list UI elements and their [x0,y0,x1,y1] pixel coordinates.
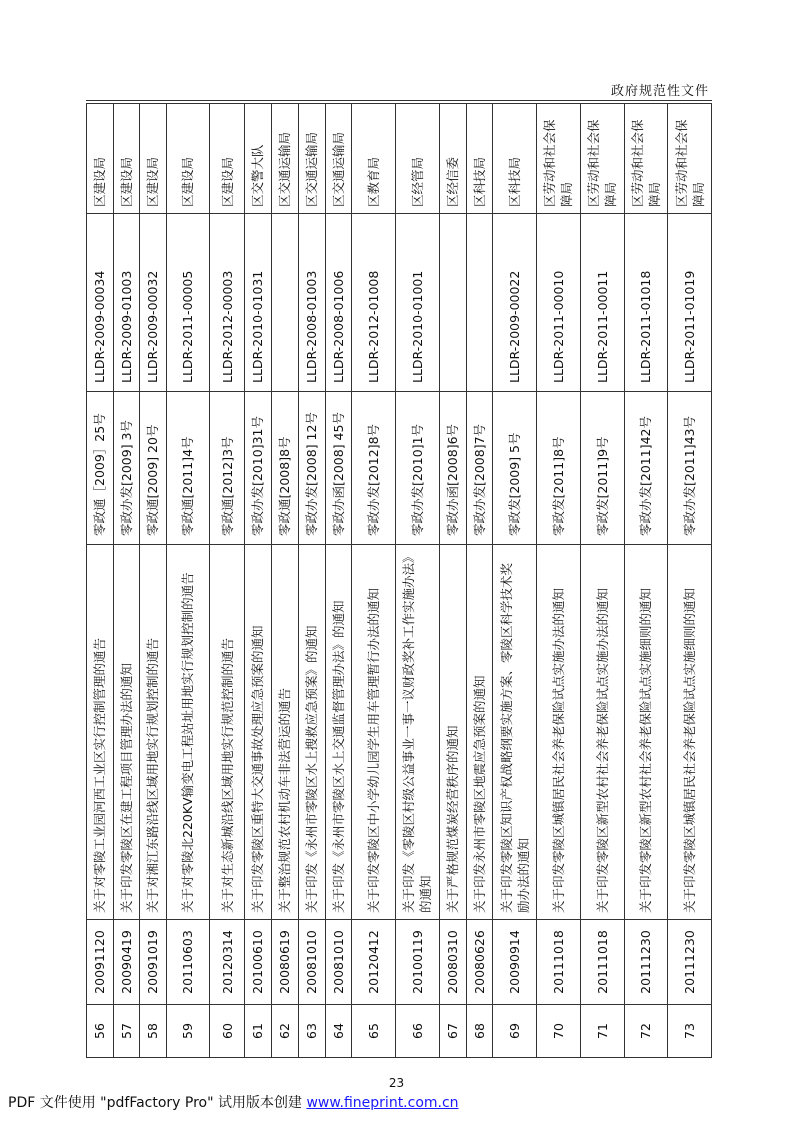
document-title: 关于印发零陵区中小学幼儿园学生用车管理暂行办法的通知 [352,545,396,920]
document-number: 零政通［2009］25号 [87,392,114,545]
department: 区交通运输局 [271,104,298,214]
row-number: 59 [166,1005,210,1058]
issue-date: 20090419 [113,920,139,1005]
row-number: 66 [396,1005,440,1058]
row-number: 58 [139,1005,166,1058]
issue-date: 20080619 [271,920,298,1005]
registration-number: LLDR-2012-01008 [352,214,396,392]
registration-number: LLDR-2009-00032 [139,214,166,392]
row-number: 67 [439,1005,466,1058]
registration-number [439,214,466,392]
registration-number: LLDR-2011-01019 [668,214,712,392]
registration-number: LLDR-2011-00010 [537,214,581,392]
document-number: 零政办发[2011]43号 [668,392,712,545]
document-title: 关于印发零陵区知识产权战略纲要实施方案、零陵区科学技术奖励办法的通知 [493,545,537,920]
document-title: 关于印发零陵区重特大交通事故处理应急预案的通知 [244,545,271,920]
document-number: 零政办函[2008] 45号 [325,392,352,545]
table-row [668,104,712,1058]
document-title: 关于印发零陵区城镇居民社会养老保险试点实施办法的通知 [537,545,581,920]
document-title: 关于印发零陵区新型农村社会养老保险试点实施细则的通知 [624,545,668,920]
department: 区教育局 [352,104,396,214]
document-title: 关于印发《永州市零陵区水上搜救应急预案》的通知 [298,545,325,920]
registration-number: LLDR-2009-01003 [113,214,139,392]
table-row [244,104,271,1058]
header-rule [86,100,712,101]
table-row [439,104,466,1058]
row-number: 68 [466,1005,493,1058]
registration-number: LLDR-2010-01001 [396,214,440,392]
table-row [580,104,624,1058]
footer [8,1092,459,1112]
document-number: 零政发[2011]9号 [580,392,624,545]
document-number: 零政办发[2009] 3号 [113,392,139,545]
document-title: 关于对零陵工业园河西工业区实行控制管理的通告 [87,545,114,920]
row-number: 72 [624,1005,668,1058]
row-number: 71 [580,1005,624,1058]
department: 区建设局 [166,104,210,214]
issue-date: 20111018 [580,920,624,1005]
table-row [113,104,139,1058]
row-number: 64 [325,1005,352,1058]
registration-number: LLDR-2009-00022 [493,214,537,392]
issue-date: 20081010 [298,920,325,1005]
department: 区交通运输局 [298,104,325,214]
document-table-wrapper [86,104,712,1058]
row-number: 60 [210,1005,245,1058]
department: 区建设局 [87,104,114,214]
row-number: 61 [244,1005,271,1058]
document-table [86,103,712,1058]
issue-date: 20111230 [668,920,712,1005]
department: 区劳动和社会保障局 [580,104,624,214]
row-number: 70 [537,1005,581,1058]
issue-date: 20081010 [325,920,352,1005]
department: 区科技局 [466,104,493,214]
document-number: 零政发[2011]8号 [537,392,581,545]
document-number: 零政办函[2008]6号 [439,392,466,545]
document-title: 关于对生态新城沿线区域用地实行规范控制的通告 [210,545,245,920]
issue-date: 20120412 [352,920,396,1005]
registration-number: LLDR-2011-00011 [580,214,624,392]
issue-date: 20110603 [166,920,210,1005]
document-title: 关于印发《永州市零陵区水上交通监督管理办法》的通知 [325,545,352,920]
table-row [624,104,668,1058]
issue-date: 20080626 [466,920,493,1005]
document-title: 关于整治规范农村机动车非法营运的通告 [271,545,298,920]
document-number: 零政办发[2010]1号 [396,392,440,545]
table-row [493,104,537,1058]
document-title: 关于印发永州市零陵区地震应急预案的通知 [466,545,493,920]
registration-number: LLDR-2009-00034 [87,214,114,392]
table-row [298,104,325,1058]
document-title: 关于印发《零陵区村级公益事业一事一议财政奖补工作实施办法》的通知 [396,545,440,920]
table-row [537,104,581,1058]
department: 区建设局 [210,104,245,214]
department: 区劳动和社会保障局 [668,104,712,214]
row-number: 63 [298,1005,325,1058]
department: 区经管局 [396,104,440,214]
department: 区劳动和社会保障局 [624,104,668,214]
page-header: 政府规范性文件 [610,84,709,99]
footer-text: PDF 文件使用 "pdfFactory Pro" 试用版本创建 [8,1095,307,1111]
issue-date: 20120314 [210,920,245,1005]
document-title: 关于对零陵北220KV输变电工程站址用地实行规划控制的通告 [166,545,210,920]
registration-number: LLDR-2008-01006 [325,214,352,392]
registration-number [466,214,493,392]
table-row [271,104,298,1058]
registration-number: LLDR-2008-01003 [298,214,325,392]
table-row [396,104,440,1058]
document-number: 零政通[2012]3号 [210,392,245,545]
table-row [325,104,352,1058]
table-row [466,104,493,1058]
department: 区建设局 [113,104,139,214]
row-number: 57 [113,1005,139,1058]
registration-number: LLDR-2012-00003 [210,214,245,392]
table-row [139,104,166,1058]
issue-date: 20111230 [624,920,668,1005]
document-title: 关于印发零陵区新型农村社会养老保险试点实施办法的通知 [580,545,624,920]
department: 区建设局 [139,104,166,214]
document-number: 零政通[2008]8号 [271,392,298,545]
department: 区科技局 [493,104,537,214]
department: 区交警大队 [244,104,271,214]
document-number: 零政办发[2008] 12号 [298,392,325,545]
table-row [210,104,245,1058]
department: 区交通运输局 [325,104,352,214]
row-number: 56 [87,1005,114,1058]
issue-date: 20091120 [87,920,114,1005]
document-number: 零政通[2011]4号 [166,392,210,545]
issue-date: 20080310 [439,920,466,1005]
document-title: 关于印发零陵区在建工程项目管理办法的通知 [113,545,139,920]
registration-number: LLDR-2010-01031 [244,214,271,392]
row-number: 73 [668,1005,712,1058]
document-number: 零政办发[2011]42号 [624,392,668,545]
table-row [166,104,210,1058]
issue-date: 20091019 [139,920,166,1005]
footer-link[interactable]: www.fineprint.com.cn [306,1095,459,1111]
document-title: 关于严格规范煤炭经营秩序的通知 [439,545,466,920]
document-title: 关于印发零陵区城镇居民社会养老保险试点实施细则的通知 [668,545,712,920]
issue-date: 20100119 [396,920,440,1005]
issue-date: 20090914 [493,920,537,1005]
registration-number [271,214,298,392]
table-row [352,104,396,1058]
document-number: 零政发[2009] 5号 [493,392,537,545]
registration-number: LLDR-2011-00005 [166,214,210,392]
page-number: 23 [388,1076,405,1090]
document-number: 零政通[2009] 20号 [139,392,166,545]
issue-date: 20111018 [537,920,581,1005]
document-number: 零政办发[2008]7号 [466,392,493,545]
row-number: 62 [271,1005,298,1058]
department: 区劳动和社会保障局 [537,104,581,214]
issue-date: 20100610 [244,920,271,1005]
table-row [87,104,114,1058]
row-number: 69 [493,1005,537,1058]
registration-number: LLDR-2011-01018 [624,214,668,392]
document-title: 关于对湘江东路沿线区域用地实行规划控制的通告 [139,545,166,920]
department: 区经信委 [439,104,466,214]
document-number: 零政办发[2012]8号 [352,392,396,545]
document-number: 零政办发[2010]31号 [244,392,271,545]
row-number: 65 [352,1005,396,1058]
